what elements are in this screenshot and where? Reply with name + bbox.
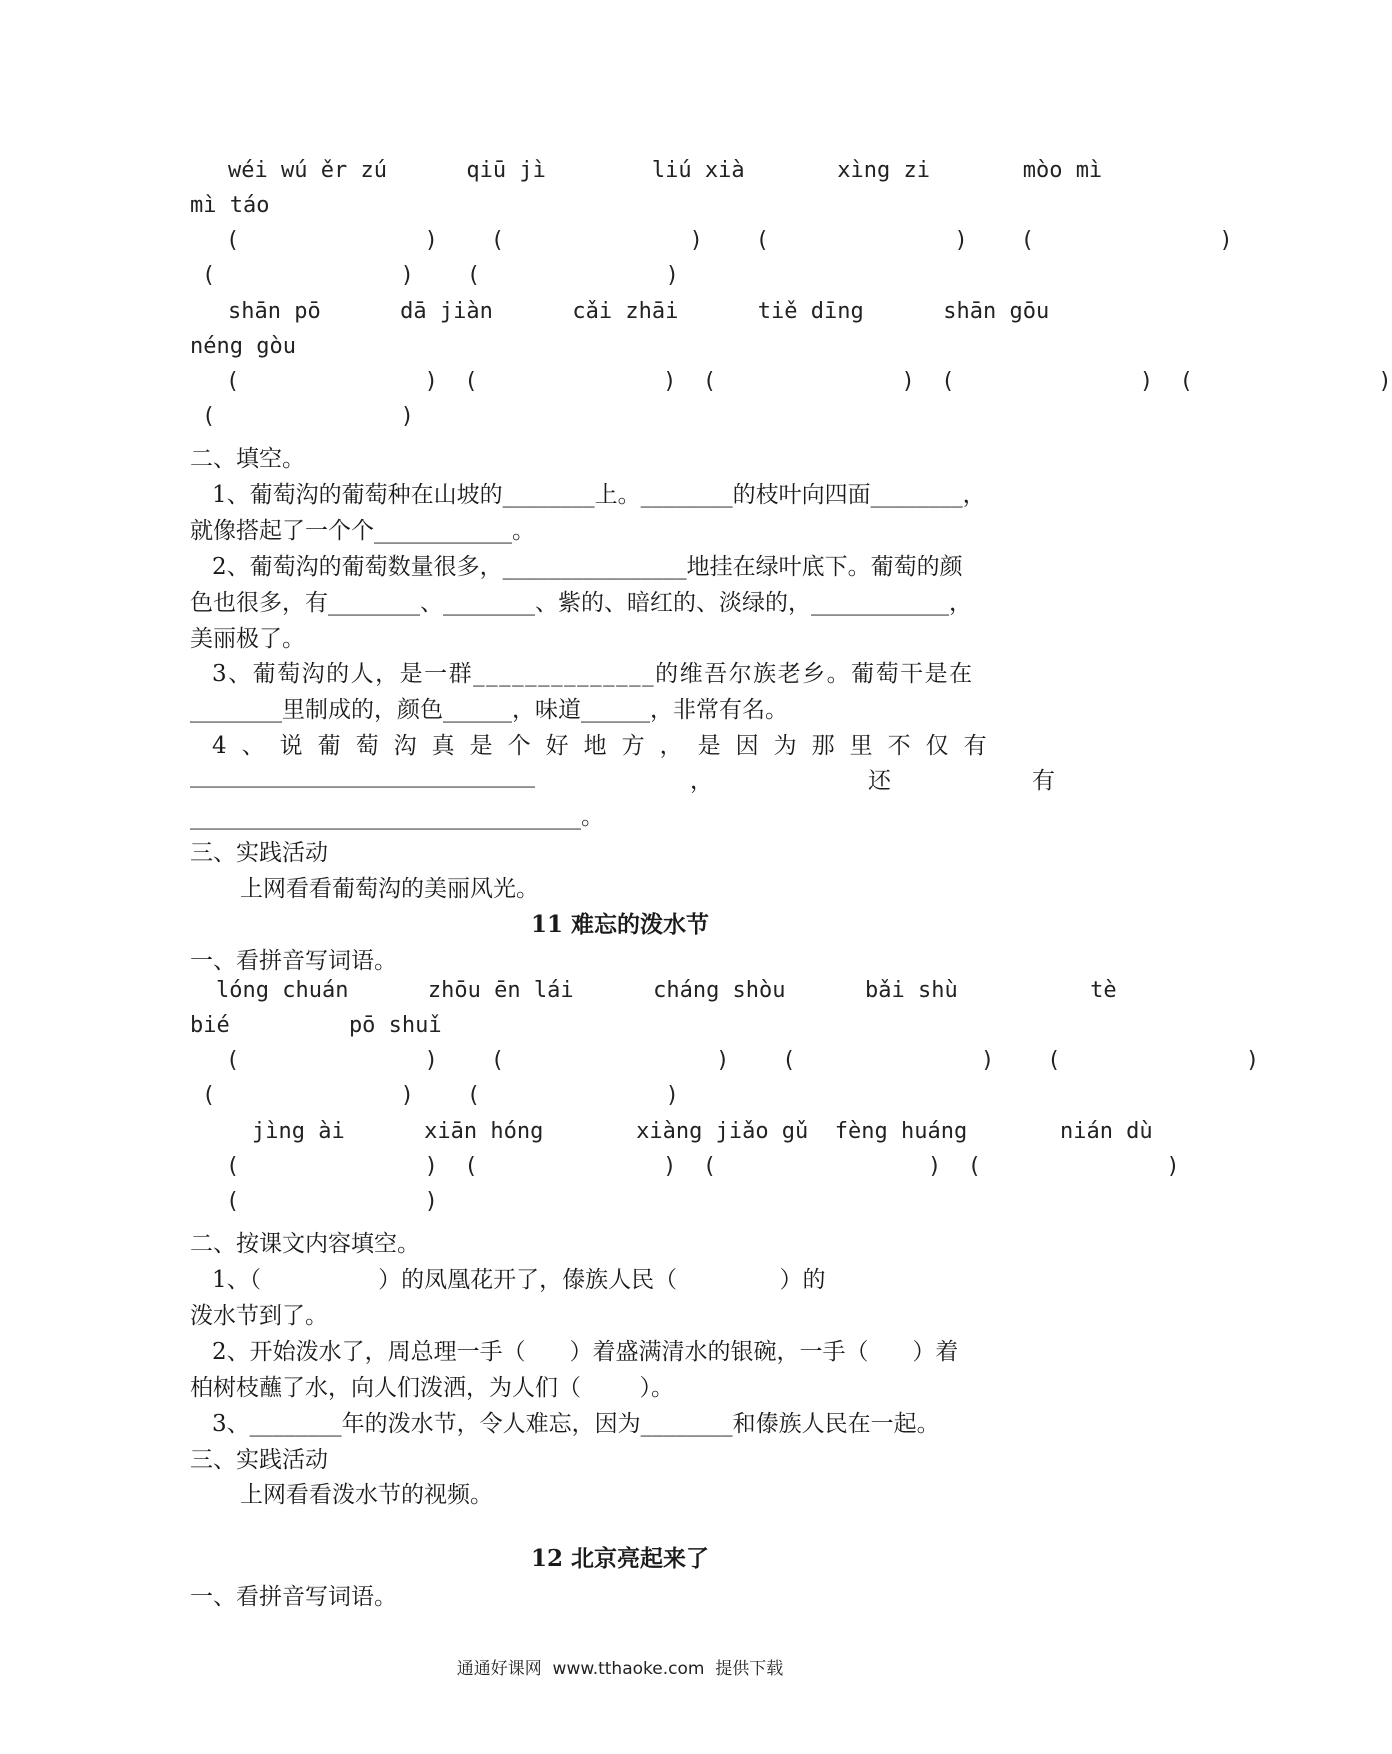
question-4-hai: 还 (868, 768, 891, 794)
section-heading: 三、实践活动 (190, 1447, 328, 1473)
section-heading: 三、实践活动 (190, 840, 328, 866)
answer-brackets-row-2: ( ) ( ) ( ) ( ) (226, 1154, 1180, 1179)
question-3-line-2: ________里制成的，颜色______，味道______，非常有名。 (190, 697, 788, 723)
answer-brackets-row-1: ( ) ( ) ( ) ( ) (226, 1048, 1260, 1073)
answer-brackets-row-2-wrap: ( ) (202, 404, 414, 429)
activity-text: 上网看看泼水节的视频。 (240, 1482, 493, 1508)
pinyin-row-2: jìng ài xiān hóng xiàng jiǎo gǔ fèng huáng nián dù (252, 1119, 1153, 1144)
question-4-blank: ______________________________ (190, 762, 535, 788)
question-3: 3、________年的泼水节，令人难忘，因为________和傣族人民在一起。 (212, 1411, 940, 1437)
question-3-line-1: 3、葡萄沟的人，是一群______________的维吾尔族老乡。葡萄干是在 (212, 661, 974, 687)
question-2-line-3: 美丽极了。 (190, 626, 305, 652)
question-1-line-2: 就像搭起了一个个____________。 (190, 518, 535, 544)
section-heading: 一、看拼音写词语。 (190, 1584, 397, 1610)
question-4-line-3: __________________________________。 (190, 804, 604, 830)
answer-brackets-row-2: ( ) ( ) ( ) ( ) ( ) (226, 369, 1392, 394)
pinyin-row-2-wrap: néng gòu (190, 334, 296, 359)
answer-brackets-row-1-wrap: ( ) ( ) (202, 1083, 679, 1108)
question-4-you: 有 (1032, 768, 1055, 794)
section-heading: 一、看拼音写词语。 (190, 948, 397, 974)
activity-text: 上网看看葡萄沟的美丽风光。 (240, 876, 539, 902)
pinyin-row-1: lóng chuán zhōu ēn lái cháng shòu bǎi shù tè (216, 978, 1117, 1003)
answer-brackets-row-1: ( ) ( ) ( ) ( ) (226, 228, 1233, 253)
lesson-title: 12 北京亮起来了 (530, 1545, 709, 1572)
question-2-line-2: 柏树枝蘸了水，向人们泼洒，为人们（ ）。 (190, 1375, 674, 1401)
answer-brackets-row-1-wrap: ( ) ( ) (202, 263, 679, 288)
lesson-title: 11 难忘的泼水节 (530, 911, 709, 938)
question-2-line-2: 色也很多，有________、________、紫的、暗红的、淡绿的，____________， (190, 590, 972, 616)
page-footer: 通通好课网 www.tthaoke.com 提供下载 (456, 1659, 784, 1679)
section-heading: 二、按课文内容填空。 (190, 1231, 420, 1257)
pinyin-row-1: wéi wú ěr zú qiū jì liú xià xìng zi mòo mì (228, 158, 1103, 183)
question-4-line-1: 4、说葡萄沟真是个好地方，是因为那里不仅有 (212, 733, 1002, 759)
pinyin-row-1-wrap: mì táo (190, 193, 270, 218)
question-2-line-1: 2、开始泼水了，周总理一手（ ）着盛满清水的银碗，一手（ ）着 (212, 1339, 959, 1365)
question-1-line-2: 泼水节到了。 (190, 1303, 328, 1329)
question-4-comma: ， (690, 768, 713, 794)
question-2-line-1: 2、葡萄沟的葡萄数量很多，________________地挂在绿叶底下。葡萄的颜 (212, 554, 963, 580)
question-1-line-1: 1、（ ）的凤凰花开了，傣族人民（ ）的 (212, 1267, 826, 1293)
section-heading: 二、填空。 (190, 446, 305, 472)
pinyin-row-2: shān pō dā jiàn cǎi zhāi tiě dīng shān gōu (228, 299, 1050, 324)
pinyin-row-1-wrap: bié pō shuǐ (190, 1013, 442, 1038)
question-1-line-1: 1、葡萄沟的葡萄种在山坡的________上。________的枝叶向四面________， (212, 482, 986, 508)
answer-brackets-row-2-wrap: ( ) (226, 1189, 438, 1214)
